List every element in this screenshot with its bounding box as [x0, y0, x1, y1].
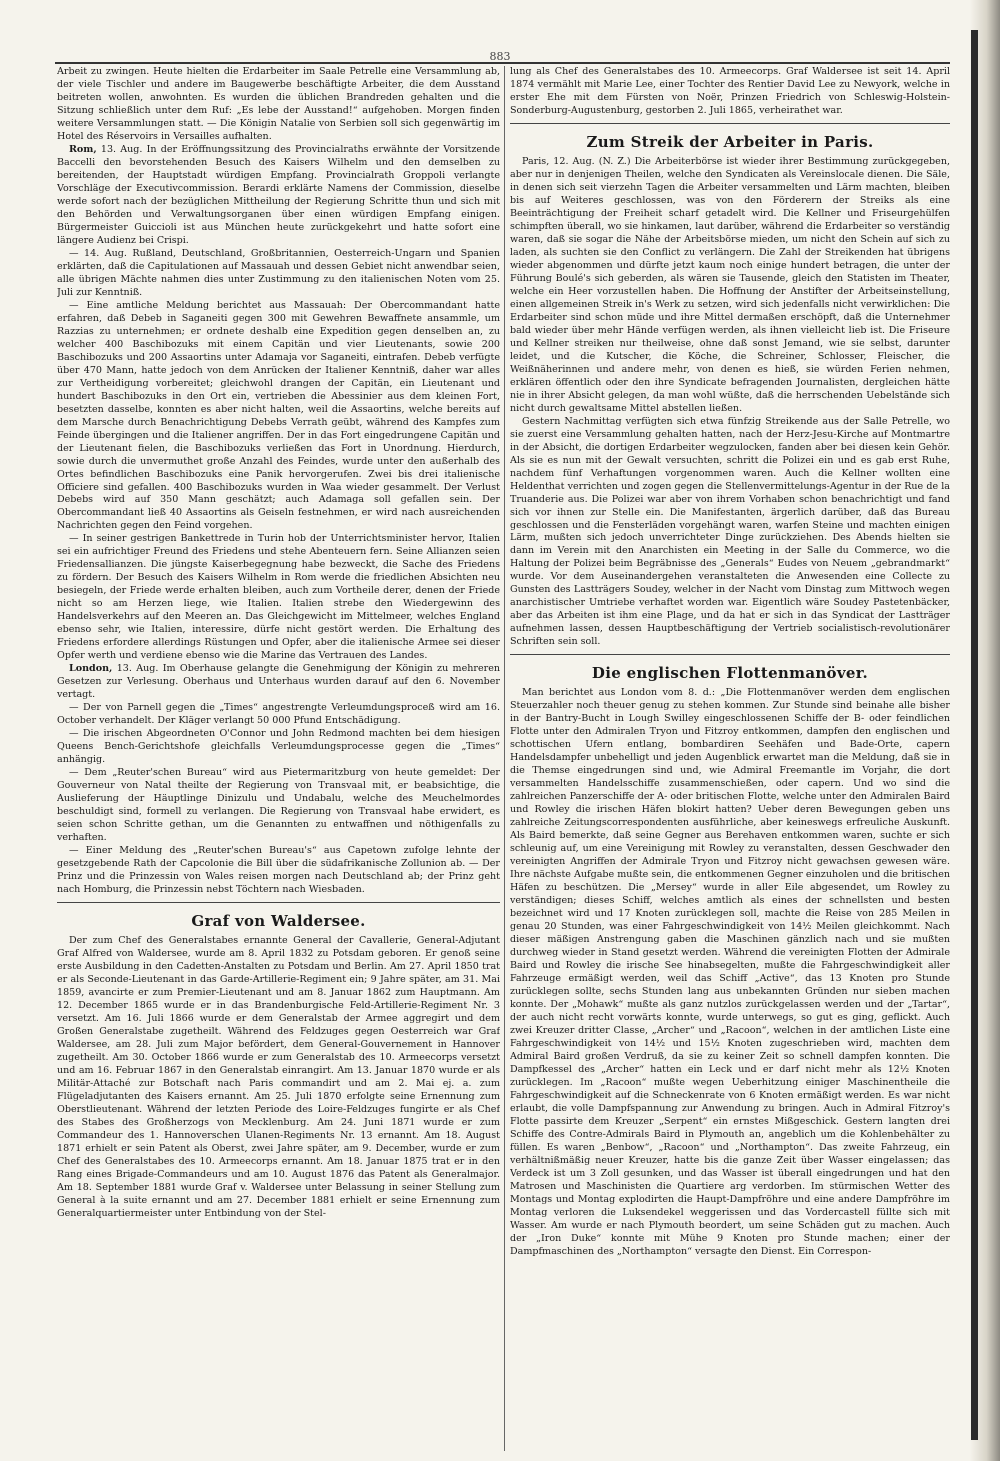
section-rule — [510, 654, 950, 655]
paris-strike-yesterday: Gestern Nachmittag verfügten sich etwa fünfzig Streikende aus der Salle Petrelle, wo sie zuerst eine Versammlung gehalten hatten, nach der Herz-Jesu-Kirche auf Montmartre in der Absicht, die dortigen Erdarbeiter wegzulocken, fanden aber bei diesen kein Gehör. Als sie es nun mit der Gewalt versuchten, schritt die Polizei ein und es gab erst Ruhe, nachdem fünf Verhaftungen vorgenommen waren. Auch die Kellner wollten eine Heldenthat verrichten und zogen gegen die Stellenvermittelungs-Agentur in der Rue de la Truanderie aus. Die Polizei war aber von ihrem Vorhaben schon benachrichtigt und fand sich vor ihnen zur Stelle ein. Die Manifestanten, ärgerlich darüber, daß das Bureau geschlossen und die Fensterläden vorgehängt waren, warfen Steine und machten einigen Lärm, mußten sich jedoch unverrichteter Dinge zurückziehen. Des Abends hielten sie dann im Verein mit den Anarchisten ein Meeting in der Salle du Commerce, wo die Haltung der Polizei beim Begräbnisse des „Generals“ Eudes von Neuem „gebrandmarkt“ wurde. Vor dem Auseinandergehen veranstalteten die Anwesenden eine Collecte zu Gunsten des Lastträgers Soudey, welcher in der Nacht vom Dinstag zum Mittwoch wegen anarchistischer Umtriebe verhaftet worden war. Eigentlich wäre Soudey Pastetenbäcker, aber das Arbeiten ist ihm eine Plage, und da hat er sich in das Syndicat der Lastträger aufnehmen lassen, dessen Hauptbeschäftigung der Vertrieb socialistisch-revolutionärer Schriften sein soll. — [510, 415, 950, 648]
turin-banquet-speech: — In seiner gestrigen Bankettrede in Turin hob der Unterrichtsminister hervor, Italien sei ein aufrichtiger Freund des Friedens und stehe Abenteuern fern. Seine Allianzen seien Friedensallianzen. Die jüngste Kaiserbegegnung habe bezweckt, die Sache des Friedens zu fördern. Der Besuch des Kaisers Wilhelm in Rom werde die friedlichen Absichten neu besiegeln, der Friede werde erhalten bleiben, auch zum Vortheile derer, denen der Friede nicht so am Herzen liege, wie Italien. Italien strebe den Wiedergewinn des Handelsverkehrs auf den Meeren an. Das Gleichgewicht im Mittelmeer, welches England ebenso sehr, wie Italien, interessire, dürfe nicht gestört werden. Die Erhaltung des Friedens erfordere allerdings Rüstungen und Opfer, aber die italienische Armee sei dieser Opfer werth und verdiene ebenso wie die Marine das Vertrauen des Landes. — [57, 533, 500, 662]
parnell-times-trial: — Der von Parnell gegen die „Times“ angestrengte Verleumdungsproceß wird am 16. October verhandelt. Der Kläger verlangt 50 000 Pfund Entschädigung. — [57, 702, 500, 727]
top-rule — [55, 62, 950, 64]
left-column — [57, 66, 500, 1456]
heading-flottenmanoever: Die englischen Flottenmanöver. — [591, 664, 869, 683]
section-rule — [57, 902, 500, 903]
london-report-text: 13. Aug. Im Oberhause gelangte die Genehmigung der Königin zu mehreren Gesetzen zur Verlesung. Oberhaus und Unterhaus wurden darauf auf den 6. November vertagt. — [57, 663, 500, 701]
rom-report — [57, 144, 500, 248]
fleet-manoeuvres-report: Man berichtet aus London vom 8. d.: „Die Flottenmanöver werden dem englischen Steuerzahler noch theuer genug zu stehen kommen. Zur Stunde sind beinahe alle bisher in der Bantry-Bucht in Lough Swilley eingeschlossenen Schiffe der B- oder feindlichen Flotte unter den Admiralen Tryon und Fitzroy entkommen, dampfen den englischen und schottischen Ufern entlang, bombardiren Seehäfen und Bade-Orte, capern Handelsdampfer unbehelligt und jeden Augenblick erwartet man die Meldung, daß sie in die Themse eingedrungen sind und, wie Admiral Freemantle im Vorjahr, die dort versammelten Handelsschiffe zusammenschießen, oder capern. Und wo sind die zahlreichen Panzerschiffe der A- oder britischen Flotte, welche unter den Admiralen Baird und Rowley die irischen Häfen blokirt hatten? Ueber deren Bewegungen geben uns zahlreiche Zeitungscorrespondenten ausführliche, aber keineswegs erfreuliche Auskunft. Als Baird bemerkte, daß seine Gegner aus Berehaven entkommen waren, suchte er sich schleunig auf, um eine Vereinigung mit Rowley zu veranstalten, dessen Geschwader den vereinigten Angriffen der Admirale Tryon und Fitzroy nicht gewachsen gewesen wäre. Ihre nächste Aufgabe mußte sein, die entkommenen Gegner einzuholen und die britischen Häfen zu beschützen. Die „Mersey“ wurde in aller Eile abgesendet, um Rowley zu verständigen; dieses Schiff, welches amtlich als eines der schnellsten und besten bezeichnet wird und 17 Knoten zurücklegen soll, machte die Reise von 285 Meilen in genau 20 Stunden, was einer Fahrgeschwindigkeit von 14½ Meilen gleichkommt. Nach dieser mäßigen Anstrengung gaben die Maschinen gänzlich nach und sie mußten durchweg wieder in Stand gesetzt werden. Während die vereinigten Flotten der Admirale Baird und Rowley die irische See hinabsegelten, mußte die Fahrgeschwindigkeit aller Fahrzeuge ermäßigt werden, weil das Schiff „Active“, das 13 Knoten pro Stunde zurücklegen sollte, sechs Stunden lang aus unbekannten Gründen nur sieben machen konnte. Der „Mohawk“ mußte als ganz nutzlos zurückgelassen werden und der „Tartar“, der auch nicht recht vorwärts konnte, wurde unterwegs, so gut es ging, geflickt. Auch zwei Kreuzer dritter Classe, „Archer“ und „Racoon“, welchen in der amtlichen Liste eine Fahrgeschwindigkeit von 14½ und 15½ Knoten zugeschrieben wird, machten dem Admiral Baird großen Verdruß, da sie zu keiner Zeit so schnell dampfen konnten. Die Dampfkessel des „Archer“ hatten ein Leck und er darf nicht mehr als 12½ Knoten zurücklegen. Im „Racoon“ mußte wegen Ueberhitzung einiger Maschinentheile die Fahrgeschwindigkeit auf die Schneckenrate von 6 Knoten ermäßigt werden. Es war nicht erlaubt, die volle Dampfspannung zur Anwendung zu bringen. Auch in Admiral Fitzroy's Flotte passirte dem Kreuzer „Serpent“ ein ernstes Mißgeschick. Gestern langten drei Schiffe des Contre-Admirals Baird in Plymouth an, angeblich um die Kohlenbehälter zu füllen. Es waren „Benbow“, „Racoon“ und „Northampton“. Das zweite Fahrzeug, ein verhältnißmäßig neuer Kreuzer, hatte bis die ganze Zeit über Wasser eingelassen; das Verdeck ist um 3 Zoll gesunken, und das Wasser ist überall eingedrungen und hat den Matrosen und Maschinisten die Quartiere arg verdorben. Im stürmischen Wetter des Montags und Montag explodirten die Haupt-Dampfröhre und eine andere Dampfröhre im Montag verloren die Luksendekel weggerissen und das Vordercastell füllte sich mit Wasser. Am wurde er nach Plymouth beordert, um seine Schäden gut zu machen. Auch der „Iron Duke“ konnte mit Mühe 9 Knoten pro Stunde machen; einer der Dampfmaschinen des „Northampton“ versagte den Dienst. Ein Correspon- — [510, 687, 950, 1257]
column-divider — [504, 66, 505, 1451]
waldersee-biography: Der zum Chef des Generalstabes ernannte General der Cavallerie, General-Adjutant Graf Alfred von Waldersee, wurde am 8. April 1832 zu Potsdam geboren. Er genoß seine erste Ausbildung in den Cadetten-Anstalten zu Potsdam und Berlin. Am 27. April 1850 trat er als Seconde-Lieutenant in das Garde-Artillerie-Regiment ein; 9 Jahre später, am 31. Mai 1859, avancirte er zum Premier-Lieutenant und am 8. Januar 1862 zum Hauptmann. Am 12. December 1865 wurde er in das Brandenburgische Feld-Artillerie-Regiment Nr. 3 versetzt. Am 16. Juli 1866 wurde er dem Generalstab der Armee aggregirt und dem Großen Generalstabe zugetheilt. Während des Feldzuges gegen Oesterreich war Graf Waldersee, am 28. Juli zum Major befördert, dem General-Gouvernement in Hannover zugetheilt. Am 30. October 1866 wurde er zum Generalstab des 10. Armeecorps versetzt und am 16. Februar 1867 in den Generalstab einrangirt. Am 13. Januar 1870 wurde er als Militär-Attaché zur Botschaft nach Paris commandirt und am 2. Mai ej. a. zum Flügeladjutanten des Kaisers ernannt. Am 25. Juli 1870 erfolgte seine Ernennung zum Oberstlieutenant. Während der letzten Periode des Loire-Feldzuges fungirte er als Chef des Stabes des Großherzogs von Mecklenburg. Am 24. Juni 1871 wurde er zum Commandeur des 1. Hannoverschen Ulanen-Regiments Nr. 13 ernannt. Am 18. August 1871 erhielt er sein Patent als Oberst, zwei Jahre später, am 9. December, wurde er zum Chef des Generalstabes des 10. Armeecorps ernannt. Am 18. Januar 1875 trat er in den Rang eines Brigade-Commandeurs und am 10. August 1876 das Patent als Generalmajor. Am 18. September 1881 wurde Graf v. Waldersee unter Belassung in seiner Stellung zum General à la suite ernannt und am 27. December 1881 erhielt er seine Ernennung zum Generalquartiermeister unter Entbindung von der Stel- — [57, 935, 500, 1219]
paris-strike-report: Paris, 12. Aug. (N. Z.) Die Arbeiterbörse ist wieder ihrer Bestimmung zurückgegeben, aber nur in denjenigen Theilen, welche den Syndicaten als Vereinslocale dienen. Die Säle, in denen sich seit vierzehn Tagen die Arbeiter versammelten und Lärm machten, bleiben bis auf Weiteres geschlossen, was von den Förderern der Streiks als eine Beeinträchtigung der Freiheit scharf getadelt wird. Die Kellner und Friseurgehülfen schimpften überall, wo sie hinkamen, laut darüber, während die Erdarbeiter so verständig waren, daß sie sogar die Nähe der Arbeitsbörse mieden, um nicht den Schein auf sich zu laden, als suchten sie den Conflict zu verlängern. Die Zahl der Streikenden hat übrigens wieder abgenommen und dürfte jetzt kaum noch einige hundert betragen, die unter der Führung Boulé's sich geberden, als wären sie Tausende, gleich den Statisten im Theater, welche ein Heer vorzustellen haben. Die Hoffnung der Anstifter der Arbeitseinstellung, einen allgemeinen Streik in's Werk zu setzen, wird sich jedenfalls nicht verwirklichen: Die Erdarbeiter sind schon müde und ihre Mittel dermaßen erschöpft, daß die Unternehmer bald wieder über mehr Hände verfügen werden, als ihnen vielleicht lieb ist. Die Friseure und Kellner streiken nur theilweise, ohne daß sonst Jemand, wie sie selbst, darunter leidet, und die Kutscher, die Köche, die Schreiner, Schlosser, Fleischer, die Weißnäherinnen und andere mehr, von denen es hieß, sie würden Ferien nehmen, erklären öffentlich oder den ihre Syndicate befragenden Journalisten, dergleichen hätte nie in ihrer Absicht gelegen, da man wohl wüßte, daß die herrschenden Uebelstände sich nicht durch gewaltsame Mittel abstellen ließen. — [510, 155, 950, 414]
right-column — [510, 66, 950, 1456]
paris-strike-continuation: Arbeit zu zwingen. Heute hielten die Erdarbeiter im Saale Petrelle eine Versammlung ab, der viele Tischler und andere im Baugewerbe beschäftigte Arbeiter, die dem Ausstand beitreten wollen, anwohnten. Es wurden die üblichen Brandreden gehalten und die Sitzung schließlich unter dem Ruf: „Es lebe der Ausstand!“ aufgehoben. Morgen finden weitere Versammlungen statt. — Die Königin Natalie von Serbien soll sich gegenwärtig im Hotel des Réservoirs in Versailles aufhalten. — [57, 66, 500, 142]
rom-capitulations: — 14. Aug. Rußland, Deutschland, Großbritannien, Oesterreich-Ungarn und Spanien erklärten, daß die Capitulationen auf Massauah und dessen Gebiet nicht anwendbar seien, alle übrigen Mächte nahmen dies unter Zustimmung zu den italienischen Noten vom 25. Juli zur Kenntniß. — [57, 247, 500, 298]
page-number: 883 — [489, 50, 511, 63]
irish-libel-suits: — Die irischen Abgeordneten O'Connor und John Redmond machten bei dem hiesigen Queens Bench-Gerichtshofe gleichfalls Verleumdungsprocesse gegen die „Times“ anhängig. — [57, 728, 500, 766]
waldersee-biography-continuation: lung als Chef des Generalstabes des 10. Armeecorps. Graf Waldersee ist seit 14. April 1874 vermählt mit Marie Lee, einer Tochter des Rentier David Lee zu Newyork, welche in erster Ehe mit dem Fürsten von Noër, Prinzen Friedrich von Schleswig-Holstein-Sonderburg-Augustenburg, gestorben 2. Juli 1865, verheirathet war. — [510, 66, 950, 116]
rom-report-text: 13. Aug. In der Eröffnungssitzung des Provincialraths erwähnte der Vorsitzende Baccelli den bevorstehenden Besuch des Kaisers Wilhelm und den demselben zu bereitenden, der Hauptstadt würdigen Empfang. Provincialrath Groppoli verlangte Vorschläge der Executivcommission. Berardi erklärte Namens der Commission, dieselbe werde sofort nach der bezüglichen Mittheilung der Regierung Schritte thun und sich mit den Behörden und Verwaltungsorganen über einen würdigen Empfang einigen. Bürgermeister Guiccioli ist aus München heute zurückgekehrt und hatte sofort eine längere Audienz bei Crispi. — [57, 143, 500, 246]
rom-dateline: Rom, — [69, 143, 97, 155]
heading-graf-von-waldersee: Graf von Waldersee. — [191, 912, 366, 930]
london-dateline: London, — [69, 663, 113, 675]
section-rule — [510, 123, 950, 124]
massauah-report: — Eine amtliche Meldung berichtet aus Massauah: Der Obercommandant hatte erfahren, daß Debeb in Saganeiti gegen 300 mit Gewehren Bewaffnete ansammle, um Razzias zu unternehmen; er ordnete deshalb eine Expedition gegen denselben an, zu welcher 400 Baschibozuks mit einem Capitän und vier Lieutenants, sowie 200 Baschibozuks und 200 Assaortins unter Adamaja vor Saganeiti, eintrafen. Debeb verfügte über 470 Mann, hatte jedoch von dem Anrücken der Italiener Kenntniß, daher war alles zur Vertheidigung vorbereitet; gleichwohl drangen der Capitän, ein Lieutenant und hundert Baschibozuks in den Ort ein, vertrieben die Abessinier aus dem kleinen Fort, besetzten dasselbe, konnten es aber nicht halten, weil die Assaortins, welche bereits auf dem Marsche durch Benachrichtigung Debebs Verrath geübt, während des Kampfes zum Feinde übergingen und die Italiener angriffen. Der in das Fort eingedrungene Capitän und der Lieutenant fielen, die Baschibozuks verließen das Fort in Unordnung. Hierdurch, sowie durch die unvermuthet große Anzahl des Feindes, wurde unter den außerhalb des Ortes befindlichen Baschibozuks eine Panik hervorgerufen. Zwei bis drei italienische Officiere sind gefallen. 400 Baschibozuks wurden in Waa wieder gesammelt. Der Verlust Debebs wird auf 350 Mann geschätzt; auch Adamaga soll gefallen sein. Der Obercommandant ließ 40 Assaortins als Geiseln festnehmen, er wird nach ausreichenden Nachrichten gegen den Feind vorgehen. — [57, 299, 500, 532]
heading-streik-paris: Zum Streik der Arbeiter in Paris. — [586, 132, 874, 151]
london-report — [57, 663, 500, 702]
page-edge — [971, 30, 978, 1440]
pietermaritzburg-report: — Dem „Reuter'schen Bureau“ wird aus Pietermaritzburg von heute gemeldet: Der Gouverneur von Natal theilte der Regierung von Transvaal mit, er beabsichtige, die Auslieferung der Häuptlinge Dinizulu und Undabalu, welche des Meuchelmordes beschuldigt sind, formell zu verlangen. Die Regierung von Transvaal habe erwidert, es seien schon Schritte gethan, um die Genannten zu entwaffnen und nöthigenfalls zu verhaften. — [57, 767, 500, 844]
capetown-report: — Einer Meldung des „Reuter'schen Bureau's“ aus Capetown zufolge lehnte der gesetzgebende Rath der Capcolonie die Bill über die südafrikanische Zollunion ab. — Der Prinz und die Prinzessin von Wales reisen morgen nach Deutschland ab; der Prinz geht nach Homburg, die Prinzessin nebst Töchtern nach Wiesbaden. — [57, 845, 500, 896]
